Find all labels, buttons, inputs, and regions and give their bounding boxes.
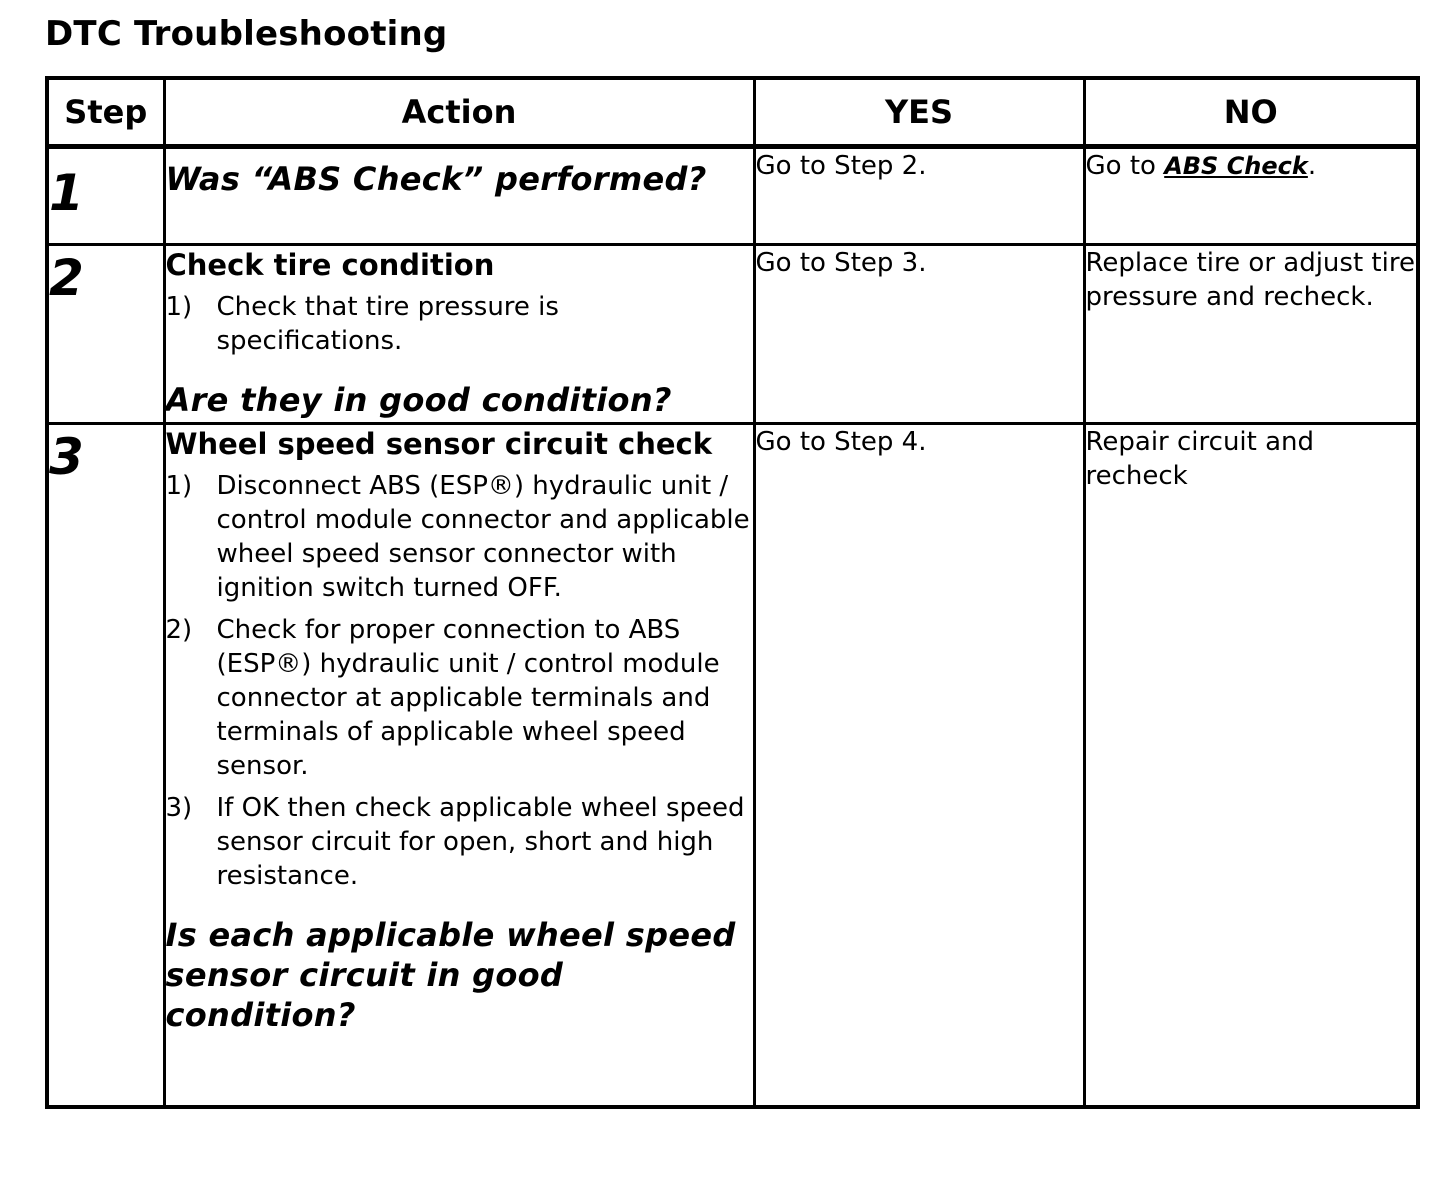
no-result-suffix: . [1307, 151, 1317, 181]
step-number: 3 [49, 428, 84, 486]
action-list [166, 469, 753, 893]
abs-check-link[interactable]: ABS Check [1164, 152, 1308, 180]
step-cell [47, 245, 164, 424]
step-question: Are they in good condition? [165, 381, 672, 419]
step-number: 1 [49, 164, 84, 222]
no-cell [1084, 147, 1418, 245]
list-item [166, 290, 753, 358]
table-row [47, 245, 1418, 424]
yes-result: Go to Step 3. [755, 248, 927, 278]
list-item [166, 469, 753, 605]
header-action: Action [164, 78, 754, 147]
list-item-number: 3) [165, 793, 193, 823]
list-item-text: If OK then check applicable wheel speed sensor circuit for open, short and high resistance. [216, 793, 745, 891]
table-header-row [47, 78, 1418, 147]
no-cell [1084, 245, 1418, 424]
step-number: 2 [49, 249, 84, 307]
troubleshooting-table [45, 76, 1420, 1109]
list-item-number: 1) [165, 292, 193, 322]
list-item-text: Disconnect ABS (ESP®) hydraulic unit / control module connector and applicable wheel speed sensor connector with ignition switch turned OFF. [216, 471, 750, 603]
yes-result: Go to Step 4. [755, 427, 927, 457]
yes-cell [754, 245, 1084, 424]
step-question: Is each applicable wheel speed sensor circuit in good condition? [165, 916, 736, 1034]
header-step: Step [47, 78, 164, 147]
action-cell [164, 245, 754, 424]
no-result: Replace tire or adjust tire pressure and recheck. [1085, 248, 1415, 312]
table-row [47, 147, 1418, 245]
action-heading: Check tire condition [165, 248, 495, 282]
yes-cell [754, 147, 1084, 245]
table-row [47, 424, 1418, 1108]
step-cell [47, 424, 164, 1108]
no-cell [1084, 424, 1418, 1108]
yes-cell [754, 424, 1084, 1108]
header-yes: YES [754, 78, 1084, 147]
list-item-number: 2) [165, 615, 193, 645]
list-item-text: Check that tire pressure is specifications. [216, 292, 559, 356]
action-heading: Wheel speed sensor circuit check [165, 427, 713, 461]
step-question: Was “ABS Check” performed? [165, 160, 707, 198]
no-result: Repair circuit and recheck [1085, 427, 1315, 491]
list-item [166, 791, 753, 893]
page-title: DTC Troubleshooting [45, 14, 448, 54]
yes-result: Go to Step 2. [755, 151, 927, 181]
step-cell [47, 147, 164, 245]
header-no: NO [1084, 78, 1418, 147]
action-list [166, 290, 753, 358]
action-cell [164, 147, 754, 245]
list-item-number: 1) [165, 471, 193, 501]
list-item-text: Check for proper connection to ABS (ESP®) hydraulic unit / control module connector at applicable terminals and terminals of applicable wheel speed sensor. [216, 615, 720, 781]
action-cell [164, 424, 754, 1108]
list-item [166, 613, 753, 783]
no-result-prefix: Go to [1085, 151, 1165, 181]
